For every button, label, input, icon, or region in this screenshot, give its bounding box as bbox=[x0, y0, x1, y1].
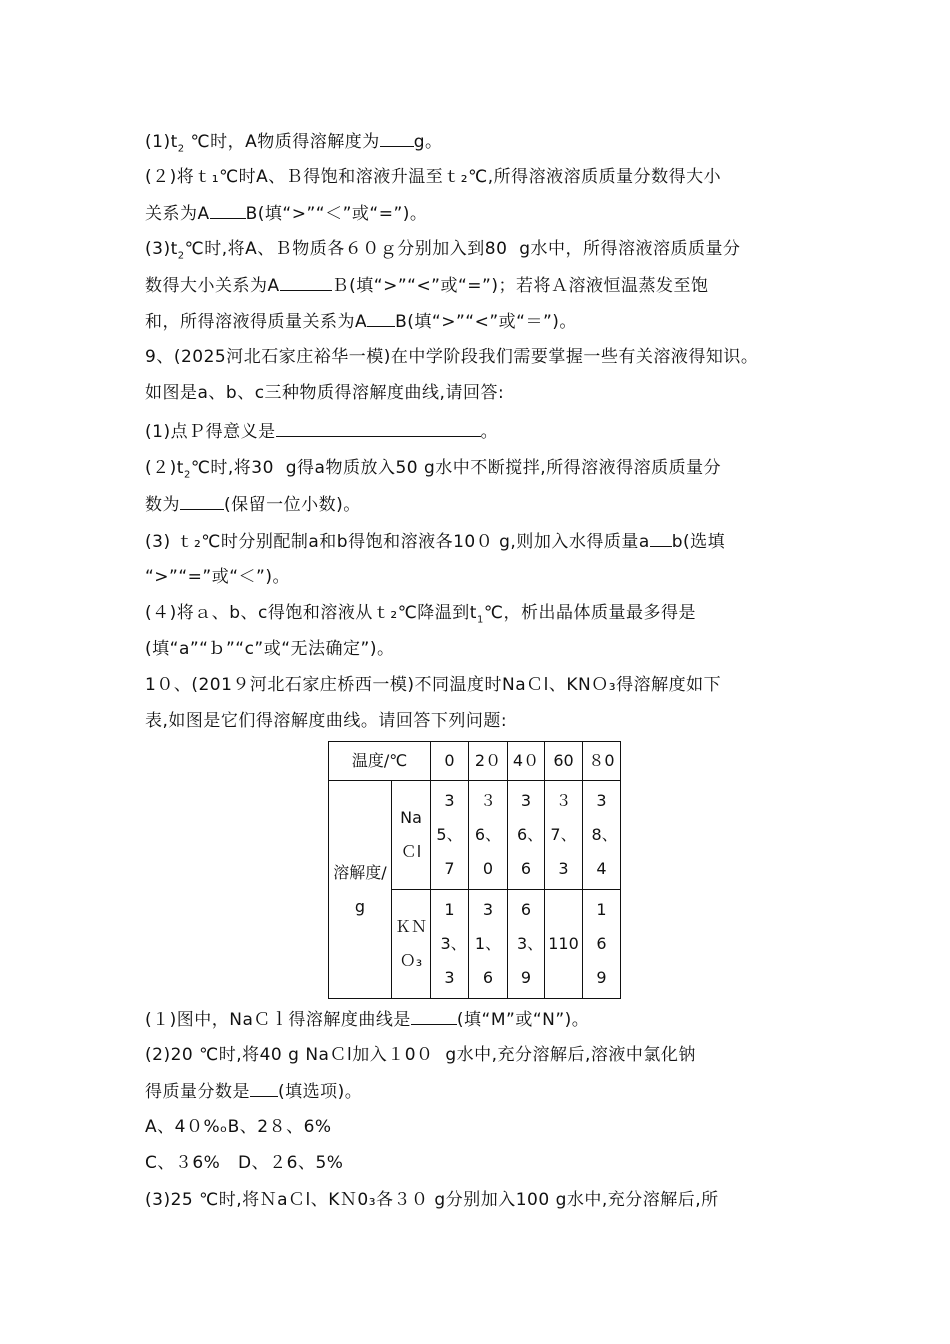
table-cell: 169 bbox=[583, 890, 621, 999]
q9-part4-line2: (填“a”“ｂ”“c”或“无法确定”)。 bbox=[145, 639, 395, 659]
table-cell: 13、3 bbox=[431, 890, 469, 999]
table-cell: 63、9 bbox=[508, 890, 545, 999]
temp-cell: 4０ bbox=[508, 742, 545, 781]
answer-blank[interactable] bbox=[210, 201, 246, 219]
table-cell: 38、4 bbox=[583, 781, 621, 890]
answer-blank[interactable] bbox=[650, 529, 672, 547]
q9-part2-line1: $(2)t_2℃$时,将30 g得a物质放入50 g水中不断搅拌,所得溶液得溶质质量分 bbox=[145, 458, 722, 481]
answer-blank[interactable] bbox=[280, 273, 332, 291]
q9-part3-line2: “>”“=”或“＜”)。 bbox=[145, 567, 290, 587]
table-row-nacl bbox=[329, 781, 621, 890]
q10-part3-line1: (3)25 ℃时,将ＮaＣl、KＮ0₃各３０ g分别加入100 g水中,充分溶解后,所 bbox=[145, 1190, 719, 1210]
q8-part2-line2: 关系为A B(填“>”“＜”或“=”)。 bbox=[145, 201, 427, 226]
table-cell: 110 bbox=[545, 890, 583, 999]
q8-part1: $(1)t_2$ ℃时，A物质得溶解度为 g。 bbox=[145, 129, 443, 161]
q10-options-ab: A、4０%ₒB、2８、6% bbox=[145, 1117, 332, 1137]
table-cell: 36、6 bbox=[508, 781, 545, 890]
q9-heading: 9、(2025河北石家庄裕华一模)在中学阶段我们需要掌握一些有关溶液得知识。 bbox=[145, 347, 759, 367]
q9-part3-line1: (3) ｔ₂℃时分别配制a和b得饱和溶液各10０ g,则加入水得质量a b(选填 bbox=[145, 529, 725, 554]
answer-blank[interactable] bbox=[411, 1007, 457, 1025]
solubility-table bbox=[328, 741, 621, 999]
q8-part3-line1: $(3)t_2℃$时,将A、Ｂ物质各６０ｇ分别加入到80 g水中，所得溶液溶质质量分 bbox=[145, 239, 741, 262]
temp-cell: 0 bbox=[431, 742, 469, 781]
q9-part2-line2: 数为 (保留一位小数)。 bbox=[145, 492, 361, 517]
q10-intro: 表,如图是它们得溶解度曲线。请回答下列问题: bbox=[145, 711, 508, 731]
table-cell: ３7、3 bbox=[545, 781, 583, 890]
nacl-label: NaＣl bbox=[392, 781, 431, 890]
q9-intro: 如图是a、b、c三种物质得溶解度曲线,请回答: bbox=[145, 383, 505, 403]
answer-blank[interactable] bbox=[380, 129, 414, 147]
q10-heading: 1０、(201９河北石家庄桥西一模)不同温度时NaＣl、KNＯ₃得溶解度如下 bbox=[145, 675, 722, 695]
temp-cell: ８0 bbox=[583, 742, 621, 781]
table-cell: 35、7 bbox=[431, 781, 469, 890]
temperature-header: 温度/℃ bbox=[329, 742, 431, 781]
table-cell: ３6、0 bbox=[469, 781, 508, 890]
q9-part4-line1: (４)将ａ、b、c得饱和溶液从ｔ₂℃降温到$t_1℃$，析出晶体质量最多得是 bbox=[145, 603, 696, 626]
q10-part2-line2: 得质量分数是 (填选项)。 bbox=[145, 1079, 362, 1104]
table-header-row bbox=[329, 742, 621, 781]
kno3-label: ＫＮＯ₃ bbox=[392, 890, 431, 999]
solubility-label: 溶解度/g bbox=[329, 781, 392, 999]
table-cell: 31、6 bbox=[469, 890, 508, 999]
answer-blank[interactable] bbox=[250, 1079, 278, 1097]
answer-blank[interactable] bbox=[367, 309, 395, 327]
q8-part2-line1: (２)将ｔ₁℃时A、Ｂ得饱和溶液升温至ｔ₂℃,所得溶液溶质质量分数得大小 bbox=[145, 167, 722, 187]
q9-part1: (1)点Ｐ得意义是 。 bbox=[145, 419, 498, 444]
q8-part3-line2: 数得大小关系为A Ｂ(填“>”“<”或“=”)；若将Ａ溶液恒温蒸发至饱 bbox=[145, 273, 708, 298]
temp-cell: 60 bbox=[545, 742, 583, 781]
q10-part1: (１)图中，NaＣｌ得溶解度曲线是 (填“M”或“N”)。 bbox=[145, 1007, 589, 1032]
temp-cell: 2０ bbox=[469, 742, 508, 781]
q8-part3-line3: 和，所得溶液得质量关系为A B(填“>”“<”或“＝”)。 bbox=[145, 309, 577, 334]
q10-options-cd: C、３6% D、２6、5% bbox=[145, 1153, 344, 1173]
answer-blank[interactable] bbox=[276, 419, 481, 437]
answer-blank[interactable] bbox=[180, 492, 224, 510]
q10-part2-line1: (2)20 ℃时,将40 g NaＣl加入１0０ g水中,充分溶解后,溶液中氯化钠 bbox=[145, 1045, 696, 1065]
